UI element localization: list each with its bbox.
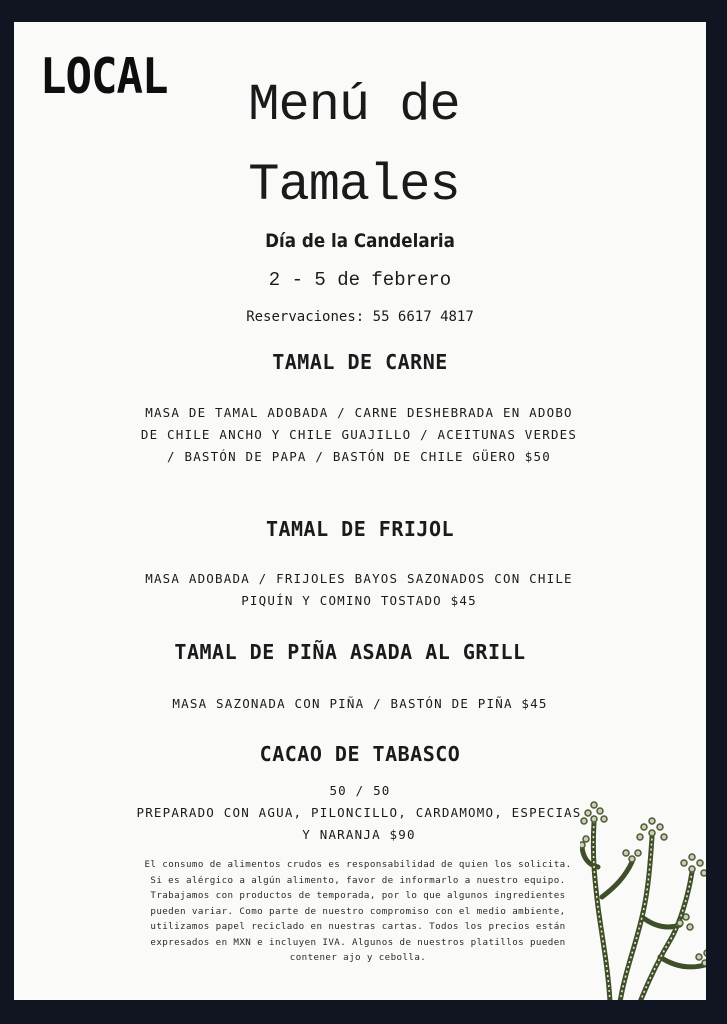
allergy-footnote: El consumo de alimentos crudos es responsabilidad de quien los solicita. Si es alérgico a algún alimento, favor de informarlo a nuestro equipo. Trabajamos con productos de temporada, por lo que algunos ingredientes pueden variar. Como parte de nuestro compromiso con el medio ambiente, utilizamos papel reciclado en nuestras cartas. Todos los precios están expresados en MXN e incluyen IVA. Algunos de nuestros platillos pueden contener ajo y cebolla.: [144, 859, 572, 963]
item-description-tamal-frijol: MASA ADOBADA / FRIJOLES BAYOS SAZONADOS CON CHILE PIQUÍN Y COMINO TOSTADO $45: [145, 571, 573, 608]
brand-logo: LOCAL: [40, 48, 168, 106]
event-subtitle: Día de la Candelaria: [265, 230, 455, 252]
event-dates: 2 - 5 de febrero: [268, 269, 452, 291]
item-description-tamal-pina: MASA SAZONADA CON PIÑA / BASTÓN DE PIÑA $45: [172, 696, 548, 711]
item-description-tamal-carne: MASA DE TAMAL ADOBADA / CARNE DESHEBRADA EN ADOBO DE CHILE ANCHO Y CHILE GUAJILLO / ACEITUNAS VERDES / BASTÓN DE PAPA / BASTÓN DE CHILE GÜERO $50: [140, 405, 578, 464]
menu-title-line-2: Tamales: [248, 156, 460, 215]
menu-sheet: [14, 22, 706, 1000]
item-description-cacao: PREPARADO CON AGUA, PILONCILLO, CARDAMOMO, ESPECIAS Y NARANJA $90: [136, 805, 582, 842]
item-title-tamal-carne: TAMAL DE CARNE: [272, 350, 448, 374]
item-title-tamal-frijol: TAMAL DE FRIJOL: [265, 517, 455, 541]
item-ratio-cacao: 50 / 50: [329, 783, 391, 798]
item-title-cacao: CACAO DE TABASCO: [259, 742, 461, 766]
cactus-plant-icon: [580, 777, 706, 1000]
reservations-phone: Reservaciones: 55 6617 4817: [246, 309, 474, 325]
menu-title-line-1: Menú de: [248, 76, 460, 135]
item-title-tamal-pina: TAMAL DE PIÑA ASADA AL GRILL: [174, 640, 526, 664]
